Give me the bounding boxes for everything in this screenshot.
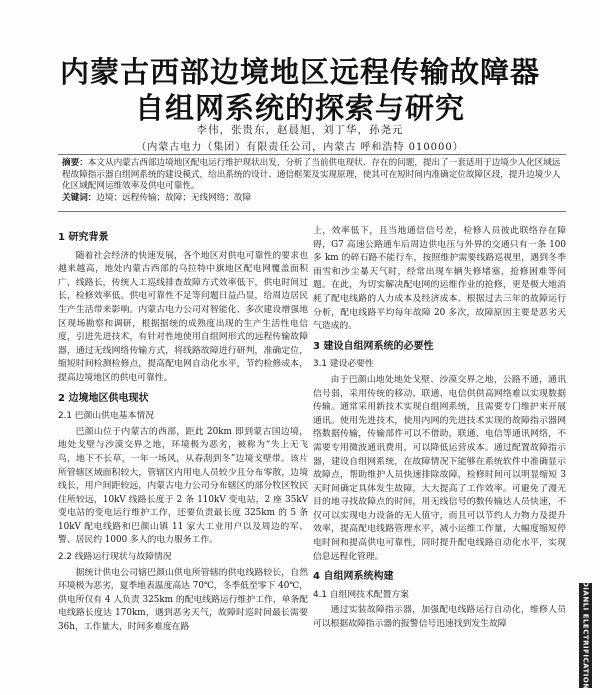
- section-2-2-heading: 2.2 线路运行现状与故障情况: [58, 552, 172, 563]
- authors: 李伟，张贵东，赵晨旭，刘丁华，孙尧元: [196, 124, 404, 136]
- section-4-1-heading: 4.1 自组网技术配置方案: [313, 589, 409, 600]
- section-3-heading: 3 建设自组网系统的必要性: [313, 340, 434, 352]
- section-3-1-heading: 3.1 建设必要性: [313, 359, 374, 370]
- paper-title-line1: 内蒙古西部边境地区远程传输故障器: [59, 55, 540, 89]
- section-2-1-heading: 2.1 巴颜山供电基本情况: [58, 411, 154, 422]
- section-1-paragraph: 随着社会经济的快速发展，各个地区对供电可靠性的要求也越来越高，地处内蒙古西部的乌拉特中旗地区配电网覆盖面积广，线路长，传统人工巡线排查故障方式效率低下，供电时间过长，检修效率低。供电可靠性不足等问题日益凸显，给周边居民生产生活带来影响。内蒙古电力公司对智能化、多次建设增强地区现场勘察和调研，根据据统的成熟度出现的生产生活性电信度，引进先进技术，有针对性地使用自组网形式的远程传输故障器，通过无线网络传输方式，将线路故障进行研判，准确定位，缩短时间检测检修点，提高配电网自动化水平，节约检修成本，提高边境地区的供电可靠性。: [58, 250, 308, 383]
- abstract-box: [58, 154, 566, 212]
- right-column: [313, 225, 566, 632]
- side-tab-label: DIANLI ELECTRIFICATION: [581, 581, 590, 690]
- section-4-heading: 4 自组网系统构建: [313, 571, 394, 583]
- section-2-2-paragraph: 据统计供电公司辖巴颜山供电所管辖的供电线路较长，自然环境极为恶劣，夏季地表温度高达 70℃，冬季低至零下 40℃，供电所仅有 4 人负责 325km 的配电线路运行维护工作，单条配电线路长度达 170km，遇到恶劣天气，故障时巡时间最长需要 36h，工作量大，时间多难度在路: [58, 567, 308, 633]
- journal-side-tab: [579, 583, 592, 688]
- section-4-1-paragraph: 通过实装故障指示器，加强配电线路运行自动化，维修人员可以根据故障指示器的报警信号迅速找到发生故障: [313, 605, 566, 630]
- paper-title-line2: 自组网系统的探索与研究: [134, 91, 465, 125]
- section-2-2-continued: 上，效率低下，且当地通信信号差，检修人员彼此联络存在障碍，G7 高速公路通车后周边供电压与外界的交通只有一条 100 多 km 的碎石路不能行车，按照维护需要线路巡视里，遇到冬季雨雪和沙尘暴天气时，经常出现车辆失修堵塞，抢修困难等问题。在此，为切实解决配电网的运维作业的抢修，更是极大地消耗了配电线路的人力成本及经济成本。根据过去三年的故障运行分析，配电线路平均每年故障 20 多次，故障原因主要是恶劣天气造成的。: [313, 226, 566, 332]
- section-2-1-paragraph: 巴颜山位于内蒙古的西部，距此 20km 即到蒙古国边境，地处戈壁与沙漠交界之地，环境极为恶劣，被称为“失上无飞鸟，地下不长草，一年一场风，从春刮到冬”边境戈壁带。该片所管辖区域面积较大，管辖区内用电人员较少且分布零散，边境线长，用户间距较远，内蒙古电力公司分布辖区的部分牧区牧民住所较远，10kV 线路长度于 2 条 110kV 变电站，2 座 35kV 变电站的变电运行维护工作，还要负责最长度 325km 的 5 条 10kV 配电线路和巴颜山镇 11 家大工业用户以及周边的军、警、居民约 1000 多人的电力服务工作。: [58, 426, 308, 546]
- section-3-1-paragraph: 由于巴颜山地处地处戈壁、沙漠交界之地，公路不通，通讯信号弱，采用传统的移动、联通、电信供供高网络难以实现数据传输。通常采用新技术实现自组网系统，且需要专门维护来开展通讯。使用先进技术，使用内网的先进技术实现的故障指示器网络数据传输，传输部件可以不借助，联通、电信等通讯网络，不需要专用微波通讯费用，可以降低运营成本。通过配置故障指示器，建设自组网系统，在故障情况下能够在系统软件中准确显示故障点，帮助维护人员快速排除故障，检修时间可以明显缩短 3 天时间确定具体发生故障，大大提高了工作效率。可避免了漫无目的地寻找故障点的时间，用无线信号的数传输达人员快速，不仅可以实现电力设备的无人值守，而且可以节约人力物力及提升效率，提高配电线路管理水平，减小运维工作量，大幅度缩短停电时间和提高供电可靠性，同时提升配电线路自动化水平，实现信息远程化管理。: [313, 374, 566, 562]
- keywords-label: 关键词：: [62, 192, 97, 203]
- section-1-heading: 1 研究背景: [58, 232, 109, 243]
- keywords: [62, 193, 562, 205]
- left-column: [58, 225, 308, 635]
- abstract-text: 本文从内蒙古西部边境地区配电运行维护现状出发，分析了当前供电现状、存在的问题，提出了一套适用于边境少人化区域远程故障指示器自组网系统的建设模式，给出系统的设计、通信框架及实现原理，使其可在短时间内准确定位故障区段，提升边境少人化区域配网运维效率及供电可靠性。: [62, 158, 561, 191]
- keywords-text: 边境；远程传输；故障；无线网络；故障: [96, 192, 252, 203]
- abstract-label: 摘要：: [62, 158, 88, 168]
- section-2-heading: 2 边境地区供电现状: [58, 392, 149, 404]
- affiliation: （内蒙古电力（集团）有限责任公司，内蒙古 呼和浩特 010000）: [136, 142, 464, 153]
- abstract: [62, 158, 562, 193]
